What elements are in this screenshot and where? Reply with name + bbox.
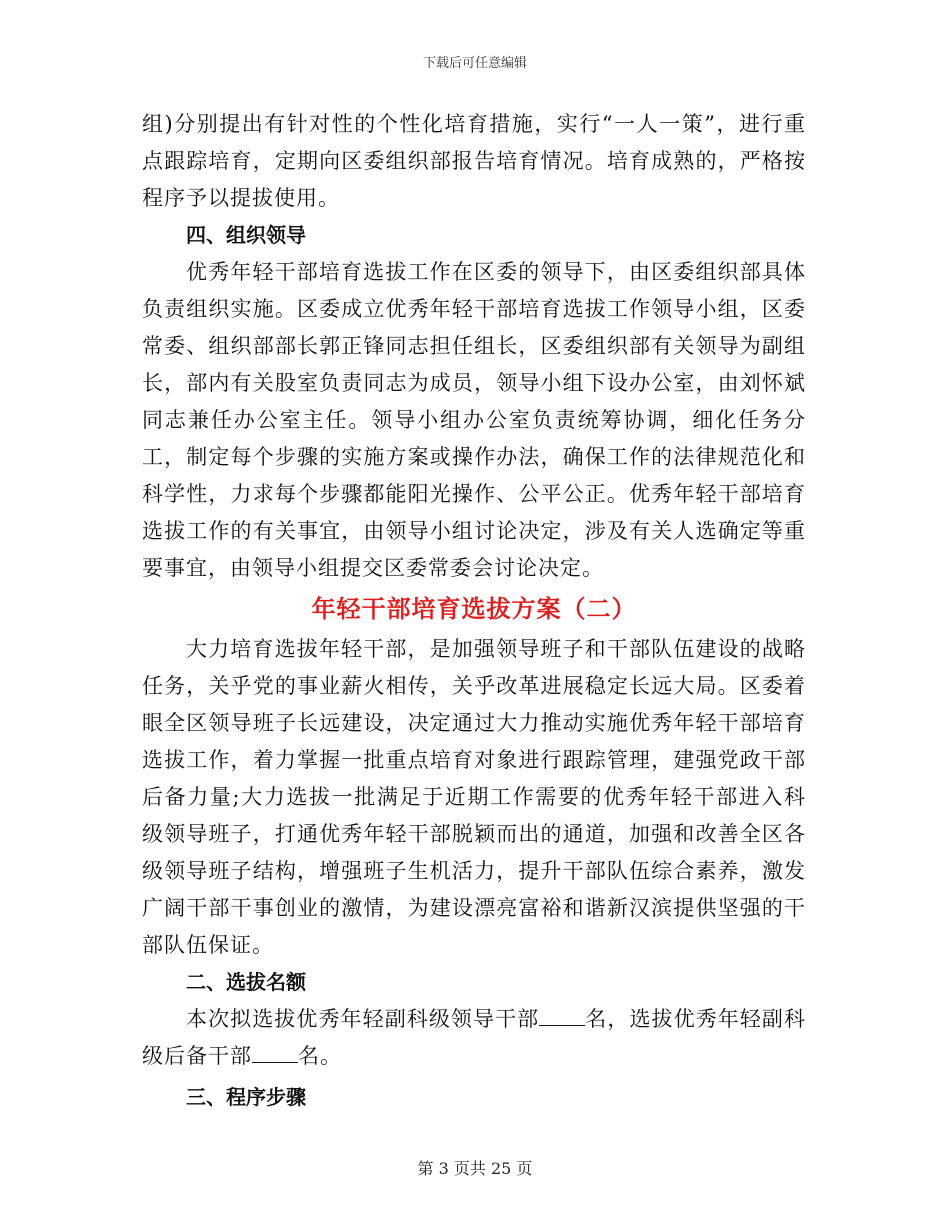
heading-organization-leadership: 四、组织领导 — [186, 223, 306, 247]
quota-text-2: 名，选拔优秀年轻副科级后备干部 — [142, 1007, 807, 1068]
paragraph-continued: 组)分别提出有针对性的个性化培育措施，实行“一人一策”，进行重点跟踪培育，定期向区委组织部报告培育情况。培育成熟的，严格按程序予以提拔使用。 — [142, 112, 806, 210]
paragraph-intro: 大力培育选拔年轻干部，是加强领导班子和干部队伍建设的战略任务，关乎党的事业薪火相传，关乎改革进展稳定长远大局。区委着眼全区领导班子长远建设，决定通过大力推动实施优秀年轻干部培育选拔工作，着力掌握一批重点培育对象进行跟踪管理，建强党政干部后备力量;大力选拔一批满足于近期工作需要的优秀年轻干部进入科级领导班子，打通优秀年轻干部脱颖而出的通道，加强和改善全区各级领导班子结构，增强班子生机活力，提升干部队伍综合素养，激发广阔干部干事创业的激情，为建设漂亮富裕和谐新汉滨提供坚强的干部队伍保证。 — [142, 637, 806, 957]
paragraph-quota — [142, 1001, 806, 1075]
page-header: 下载后可任意编辑 — [422, 56, 527, 71]
blank-line — [252, 1044, 298, 1063]
section-title: 年轻干部培育选拔方案（二） — [311, 594, 637, 623]
quota-text-3: 名。 — [298, 1044, 342, 1068]
paragraph-leadership: 优秀年轻干部培育选拔工作在区委的领导下，由区委组织部具体负责组织实施。区委成立优秀年轻干部培育选拔工作领导小组，区委常委、组织部部长郭正锋同志担任组长，区委组织部有关领导为副组长，部内有关股室负责同志为成员，领导小组下设办公室，由刘怀斌同志兼任办公室主任。领导小组办公室负责统筹协调，细化任务分工，制定每个步骤的实施方案或操作办法，确保工作的法律规范化和科学性，力求每个步骤都能阳光操作、公平公正。优秀年轻干部培育选拔工作的有关事宜，由领导小组讨论决定，涉及有关人选确定等重要事宜，由领导小组提交区委常委会讨论决定。 — [142, 260, 806, 580]
heading-procedure-steps: 三、程序步骤 — [186, 1085, 306, 1109]
quota-text-1: 本次拟选拔优秀年轻副科级领导干部 — [186, 1007, 540, 1031]
blank-line — [539, 1007, 585, 1026]
page-footer: 第 3 页共 25 页 — [417, 1159, 533, 1178]
heading-selection-quota: 二、选拔名额 — [186, 970, 306, 994]
document-body — [142, 106, 806, 1116]
